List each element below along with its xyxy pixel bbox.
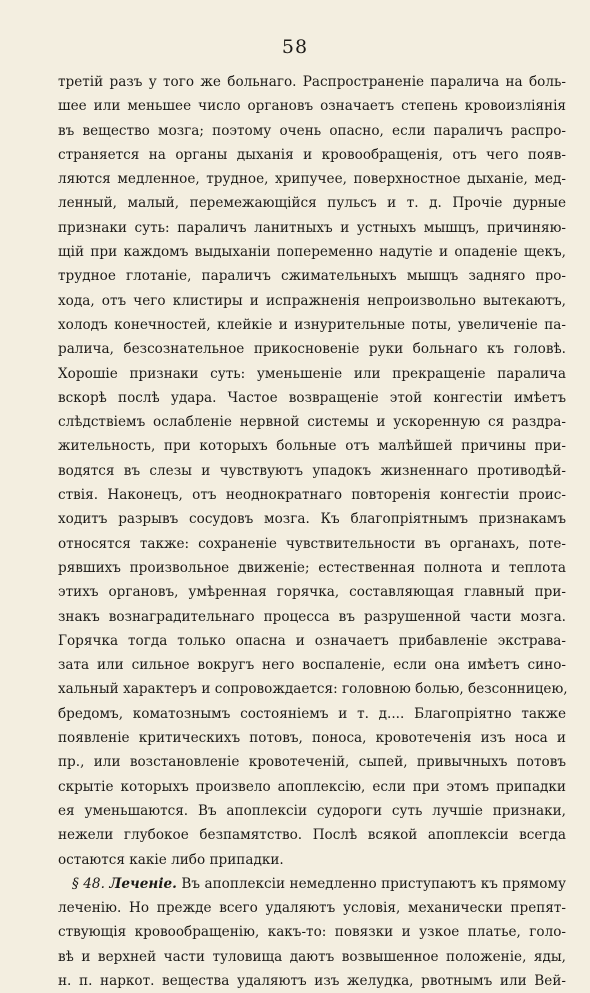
text-line: ляются медленное, трудное, хрипучее, поверхностное дыханіе, мед- <box>58 171 566 188</box>
text-line: вскорѣ послѣ удара. Частое возвращеніе этой конгестіи имѣетъ <box>58 389 566 406</box>
section-title: Леченіе. <box>109 875 177 892</box>
text-line: этихъ органовъ, умѣренная горячка, составляющая главный при- <box>58 584 566 601</box>
section-first-line-text: Въ апоплексіи немедленно приступаютъ къ прямому <box>181 875 566 892</box>
text-line: водятся въ слезы и чувствуютъ упадокъ жизненнаго противодѣй- <box>58 462 566 479</box>
text-line: пр., или возстановленіе кровотеченій, сыпей, привычныхъ потовъ <box>58 754 566 771</box>
text-line: шее или меньшее число органовъ означаетъ степень кровоизліянія <box>58 98 566 115</box>
text-line: ствія. Наконецъ, отъ неоднократнаго повторенія конгестіи проис- <box>58 487 566 504</box>
text-line: въ вещество мозга; поэтому очень опасно, если параличъ распро- <box>58 122 566 139</box>
text-line: скрытіе которыхъ произвело апоплексію, если при этомъ припадки <box>58 778 566 795</box>
section-mark: § 48. <box>72 875 105 892</box>
text-line: признаки суть: параличъ ланитныхъ и устныхъ мышцъ, причиняю- <box>58 219 566 236</box>
text-line: леченію. Но прежде всего удаляютъ условія, механически препят- <box>58 900 566 917</box>
text-line: относятся также: сохраненіе чувствительности въ органахъ, поте- <box>58 535 566 552</box>
text-line: бредомъ, коматознымъ состояніемъ и т. д.... Благопріятно также <box>58 705 566 722</box>
text-line: остаются какіе либо припадки. <box>58 851 284 868</box>
text-line: ствующія кровообращенію, какъ-то: повязки и узкое платье, голо- <box>58 924 566 941</box>
text-line: ходитъ разрывъ сосудовъ мозга. Къ благопріятнымъ признакамъ <box>58 511 566 528</box>
text-line: ленный, малый, перемежающійся пульсъ и т. д. Прочіе дурные <box>58 195 566 212</box>
text-line: знакъ вознаградительнаго процесса въ разрушенной части мозга. <box>58 608 566 625</box>
text-line: хальный характеръ и сопровождается: головною болью, безсонницею, <box>58 681 568 698</box>
text-line: зата или сильное вокругъ него воспаленіе, если она имѣетъ сино- <box>58 657 566 674</box>
text-line: нежели глубокое безпамятство. Послѣ всякой апоплексіи всегда <box>58 827 566 844</box>
text-line: вѣ и верхней части туловища даютъ возвышенное положеніе, яды, <box>58 948 566 965</box>
text-line: слѣдствіемъ ослабленіе нервной системы и ускоренную ся раздра- <box>58 414 566 431</box>
text-line: холодъ конечностей, клейкіе и изнурительные поты, увеличеніе па- <box>58 316 566 333</box>
text-line: ея уменьшаются. Въ апоплексіи судороги суть лучшіе признаки, <box>58 802 566 819</box>
section-heading-line <box>58 872 566 896</box>
text-line: н. п. наркот. вещества удаляютъ изъ желудка, рвотнымъ или Вей- <box>58 972 566 989</box>
page-number: 58 <box>281 36 309 58</box>
text-line: страняется на органы дыханія и кровообращенія, отъ чего появ- <box>58 146 566 163</box>
text-line: жительность, при которыхъ больные отъ малѣйшей причины при- <box>58 438 566 455</box>
text-line: рявшихъ произвольное движеніе; естественная полнота и теплота <box>58 559 566 576</box>
text-line: ралича, безсознательное прикосновеніе руки больнаго къ головѣ. <box>58 341 566 358</box>
text-line: Горячка тогда только опасна и означаетъ прибавленіе экстрава- <box>58 632 566 649</box>
body-text <box>58 70 566 993</box>
text-line: третій разъ у того же больнаго. Распространеніе паралича на боль- <box>58 74 566 90</box>
text-line: Хорошіе признаки суть: уменьшеніе или прекращеніе паралича <box>58 365 566 382</box>
text-line: появленіе критическихъ потовъ, поноса, кровотеченія изъ носа и <box>58 730 566 747</box>
text-line: трудное глотаніе, параличъ сжимательныхъ мышцъ задняго про- <box>58 268 566 285</box>
text-line: щій при каждомъ выдыханіи попеременно надутіе и опаденіе щекъ, <box>58 244 566 261</box>
text-line: хода, отъ чего клистиры и испражненія непроизвольно вытекаютъ, <box>58 292 566 309</box>
